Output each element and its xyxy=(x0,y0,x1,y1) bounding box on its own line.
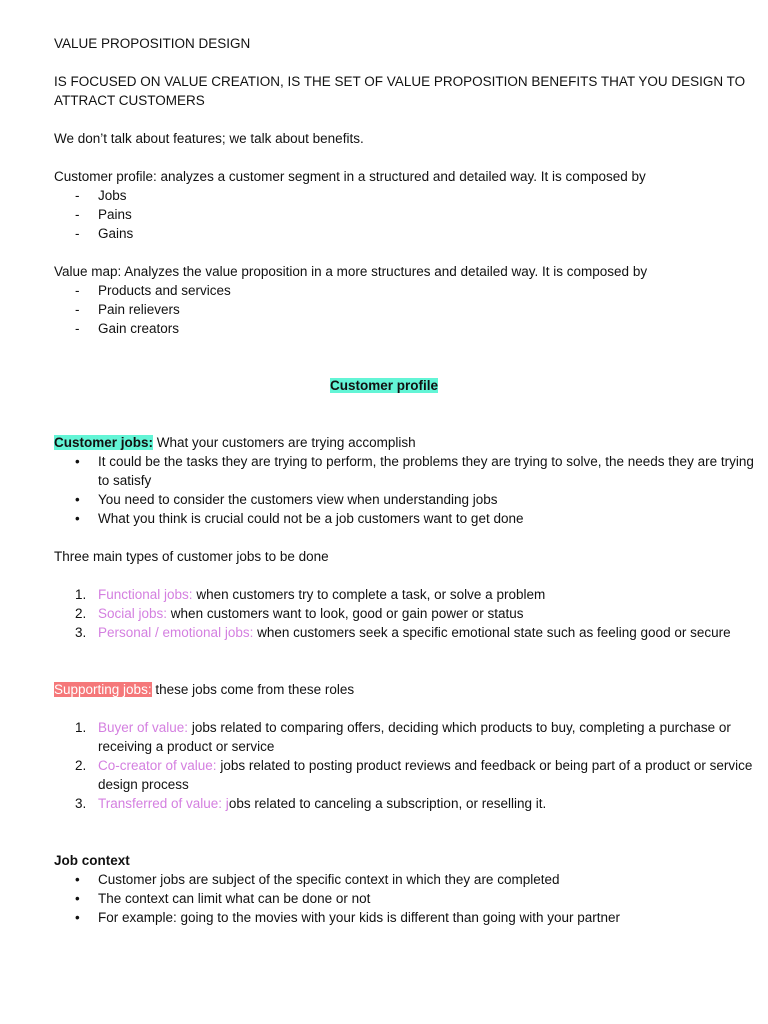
list-number: 3. xyxy=(75,625,87,640)
section-heading-wrap xyxy=(0,376,768,395)
value-map-definition: Value map: Analyzes the value proposition in a more structures and detailed way. It is composed by xyxy=(54,264,648,279)
customer-jobs-text: What your customers are trying accomplish xyxy=(153,435,416,450)
dash-marker: - xyxy=(75,302,80,317)
bullet-marker: • xyxy=(75,910,80,925)
value-map-item: Products and services xyxy=(98,283,231,298)
job-context-heading: Job context xyxy=(54,853,130,868)
intro-paragraph: IS FOCUSED ON VALUE CREATION, IS THE SET OF VALUE PROPOSITION BENEFITS THAT YOU DESIGN TO ATTRACT CUSTOMERS xyxy=(54,74,746,108)
customer-jobs-line xyxy=(54,433,754,452)
customer-jobs-bullet: You need to consider the customers view when understanding jobs xyxy=(98,492,498,507)
supporting-job-label: Buyer of value: xyxy=(98,720,189,735)
value-map-item: Pain relievers xyxy=(98,302,180,317)
list-number: 3. xyxy=(75,796,87,811)
bullet-marker: • xyxy=(75,891,80,906)
customer-jobs-label: Customer jobs: xyxy=(54,435,154,450)
dash-marker: - xyxy=(75,207,80,222)
job-context-bullet: Customer jobs are subject of the specific context in which they are completed xyxy=(98,872,560,887)
supporting-job-text: obs related to canceling a subscription, or reselling it. xyxy=(228,796,547,811)
bullet-marker: • xyxy=(75,454,80,469)
dash-marker: - xyxy=(75,321,80,336)
supporting-job-item xyxy=(98,756,758,794)
dash-marker: - xyxy=(75,188,80,203)
job-context-bullet: The context can limit what can be done or not xyxy=(98,891,371,906)
value-map-item: Gain creators xyxy=(98,321,180,336)
supporting-job-text: jobs related to comparing offers, deciding which products to buy, completing a purchase or receiving a product or service xyxy=(98,720,731,754)
main-type-label: Personal / emotional jobs: xyxy=(98,625,254,640)
customer-jobs-bullet: It could be the tasks they are trying to perform, the problems they are trying to solve, the needs they are trying to satisfy xyxy=(98,454,754,488)
section-heading: Customer profile xyxy=(329,378,438,393)
list-number: 1. xyxy=(75,720,87,735)
supporting-job-label: Transferred of value: j xyxy=(98,796,229,811)
customer-profile-item: Jobs xyxy=(98,188,127,203)
supporting-job-item xyxy=(98,794,758,813)
main-type-item xyxy=(98,585,758,604)
supporting-job-label: Co-creator of value: xyxy=(98,758,217,773)
dash-marker: - xyxy=(75,226,80,241)
supporting-job-item xyxy=(98,718,758,756)
customer-profile-item: Pains xyxy=(98,207,132,222)
supporting-jobs-text: these jobs come from these roles xyxy=(151,682,355,697)
main-type-text: when customers try to complete a task, or solve a problem xyxy=(192,587,546,602)
main-type-text: when customers want to look, good or gain power or status xyxy=(167,606,524,621)
main-type-text: when customers seek a specific emotional state such as feeling good or secure xyxy=(253,625,731,640)
customer-profile-item: Gains xyxy=(98,226,134,241)
document-title: VALUE PROPOSITION DESIGN xyxy=(54,36,251,51)
supporting-jobs-label: Supporting jobs: xyxy=(54,682,152,697)
main-type-label: Social jobs: xyxy=(98,606,168,621)
list-number: 2. xyxy=(75,758,87,773)
supporting-jobs-line xyxy=(54,680,754,699)
main-type-item xyxy=(98,604,758,623)
dash-marker: - xyxy=(75,283,80,298)
job-context-bullet: For example: going to the movies with your kids is different than going with your partner xyxy=(98,910,621,925)
benefits-line: We don’t talk about features; we talk about benefits. xyxy=(54,131,364,146)
bullet-marker: • xyxy=(75,872,80,887)
main-type-label: Functional jobs: xyxy=(98,587,193,602)
list-number: 1. xyxy=(75,587,87,602)
bullet-marker: • xyxy=(75,511,80,526)
list-number: 2. xyxy=(75,606,87,621)
main-type-item xyxy=(98,623,758,642)
supporting-job-text: jobs related to posting product reviews and feedback or being part of a product or service design process xyxy=(98,758,753,792)
customer-profile-definition: Customer profile: analyzes a customer segment in a structured and detailed way. It is composed by xyxy=(54,169,646,184)
customer-jobs-bullet: What you think is crucial could not be a job customers want to get done xyxy=(98,511,524,526)
main-types-heading: Three main types of customer jobs to be done xyxy=(54,549,329,564)
bullet-marker: • xyxy=(75,492,80,507)
